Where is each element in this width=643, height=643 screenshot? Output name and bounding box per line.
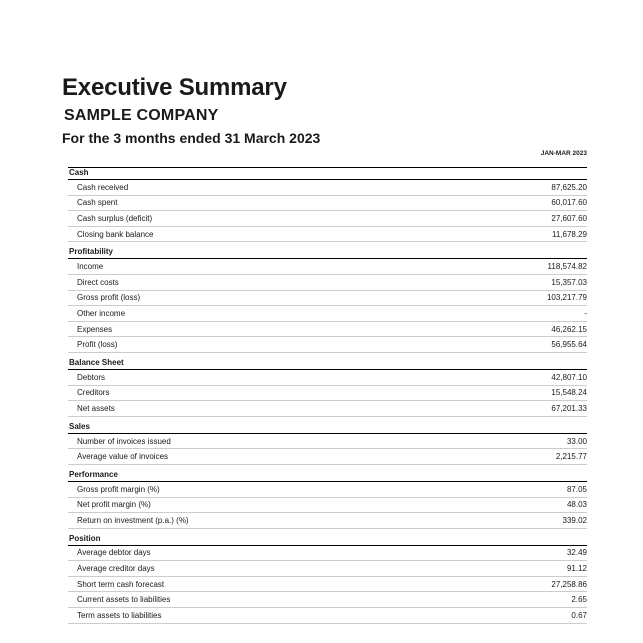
row-value: 60,017.60 — [551, 198, 587, 208]
row-value: 87.05 — [566, 484, 587, 494]
row-value: 27,258.86 — [551, 579, 587, 589]
table-row — [68, 196, 587, 212]
row-label: Expenses — [77, 324, 113, 334]
table-row — [68, 482, 587, 498]
table-row — [68, 513, 587, 529]
company-name: SAMPLE COMPANY — [64, 107, 219, 124]
row-label: Average debtor days — [77, 548, 151, 558]
row-label: Average creditor days — [77, 564, 155, 574]
table-row — [68, 180, 587, 196]
row-label: Creditors — [77, 388, 110, 398]
row-label: Term assets to liabilities — [77, 610, 162, 620]
table-row — [68, 227, 587, 243]
section-cash — [68, 167, 587, 242]
table-row — [68, 259, 587, 275]
section-performance — [68, 470, 587, 529]
row-label: Gross profit margin (%) — [77, 484, 160, 494]
row-label: Other income — [77, 308, 126, 318]
table-row — [68, 577, 587, 593]
row-label: Cash spent — [77, 198, 118, 208]
row-value: 27,607.60 — [551, 213, 587, 223]
section-sales — [68, 422, 587, 465]
table-row — [68, 498, 587, 514]
table-row — [68, 592, 587, 608]
section-header: Profitability — [68, 247, 587, 259]
row-label: Income — [77, 262, 104, 272]
row-label: Direct costs — [77, 277, 119, 287]
row-value: 32.49 — [566, 548, 587, 558]
row-value: 11,678.29 — [552, 229, 587, 239]
section-profitability — [68, 247, 587, 353]
row-label: Cash surplus (deficit) — [77, 213, 153, 223]
row-value: 91.12 — [566, 564, 587, 574]
section-header: Performance — [68, 470, 587, 482]
row-value: 15,548.24 — [551, 388, 587, 398]
column-header-period: JAN-MAR 2023 — [540, 150, 587, 157]
row-label: Average value of invoices — [77, 452, 169, 462]
row-value: 2.65 — [571, 595, 587, 605]
table-row — [68, 608, 587, 624]
table-row — [68, 546, 587, 562]
row-label: Closing bank balance — [77, 229, 154, 239]
row-label: Short term cash forecast — [77, 579, 165, 589]
table-row — [68, 306, 587, 322]
section-balance-sheet — [68, 358, 587, 417]
report-title: Executive Summary — [62, 74, 287, 101]
row-value: 339.02 — [562, 515, 587, 525]
table-row — [68, 386, 587, 402]
section-position — [68, 534, 587, 624]
row-value: 33.00 — [566, 436, 587, 446]
row-value: 103,217.79 — [546, 293, 587, 303]
table-row — [68, 211, 587, 227]
report-period: For the 3 months ended 31 March 2023 — [62, 130, 321, 146]
table-row — [68, 322, 587, 338]
table-row — [68, 291, 587, 307]
row-label: Net profit margin (%) — [77, 500, 151, 510]
table-row — [68, 370, 587, 386]
row-value: 56,955.64 — [551, 340, 587, 350]
row-label: Gross profit (loss) — [77, 293, 141, 303]
row-label: Profit (loss) — [77, 340, 118, 350]
row-label: Return on investment (p.a.) (%) — [77, 515, 189, 525]
row-label: Net assets — [77, 403, 115, 413]
row-value: 15,357.03 — [551, 277, 587, 287]
table-row — [68, 401, 587, 417]
section-header: Position — [68, 534, 587, 546]
row-label: Debtors — [77, 372, 106, 382]
table-row — [68, 337, 587, 353]
row-value: 0.67 — [571, 610, 587, 620]
row-label: Cash received — [77, 182, 129, 192]
summary-table — [68, 167, 587, 624]
row-value: 87,625.20 — [551, 182, 587, 192]
row-value: 42,807.10 — [551, 372, 587, 382]
table-row — [68, 561, 587, 577]
section-header: Sales — [68, 422, 587, 434]
row-value: 46,262.15 — [551, 324, 587, 334]
row-value: 2,215.77 — [555, 452, 587, 462]
row-value: 48.03 — [566, 500, 587, 510]
row-value: 67,201.33 — [551, 403, 587, 413]
section-header: Balance Sheet — [68, 358, 587, 370]
row-value: 118,574.82 — [547, 262, 587, 272]
row-label: Number of invoices issued — [77, 436, 171, 446]
row-label: Current assets to liabilities — [77, 595, 171, 605]
table-row — [68, 434, 587, 450]
section-header: Cash — [68, 167, 587, 180]
table-row — [68, 449, 587, 465]
table-row — [68, 275, 587, 291]
row-value: - — [584, 308, 587, 318]
